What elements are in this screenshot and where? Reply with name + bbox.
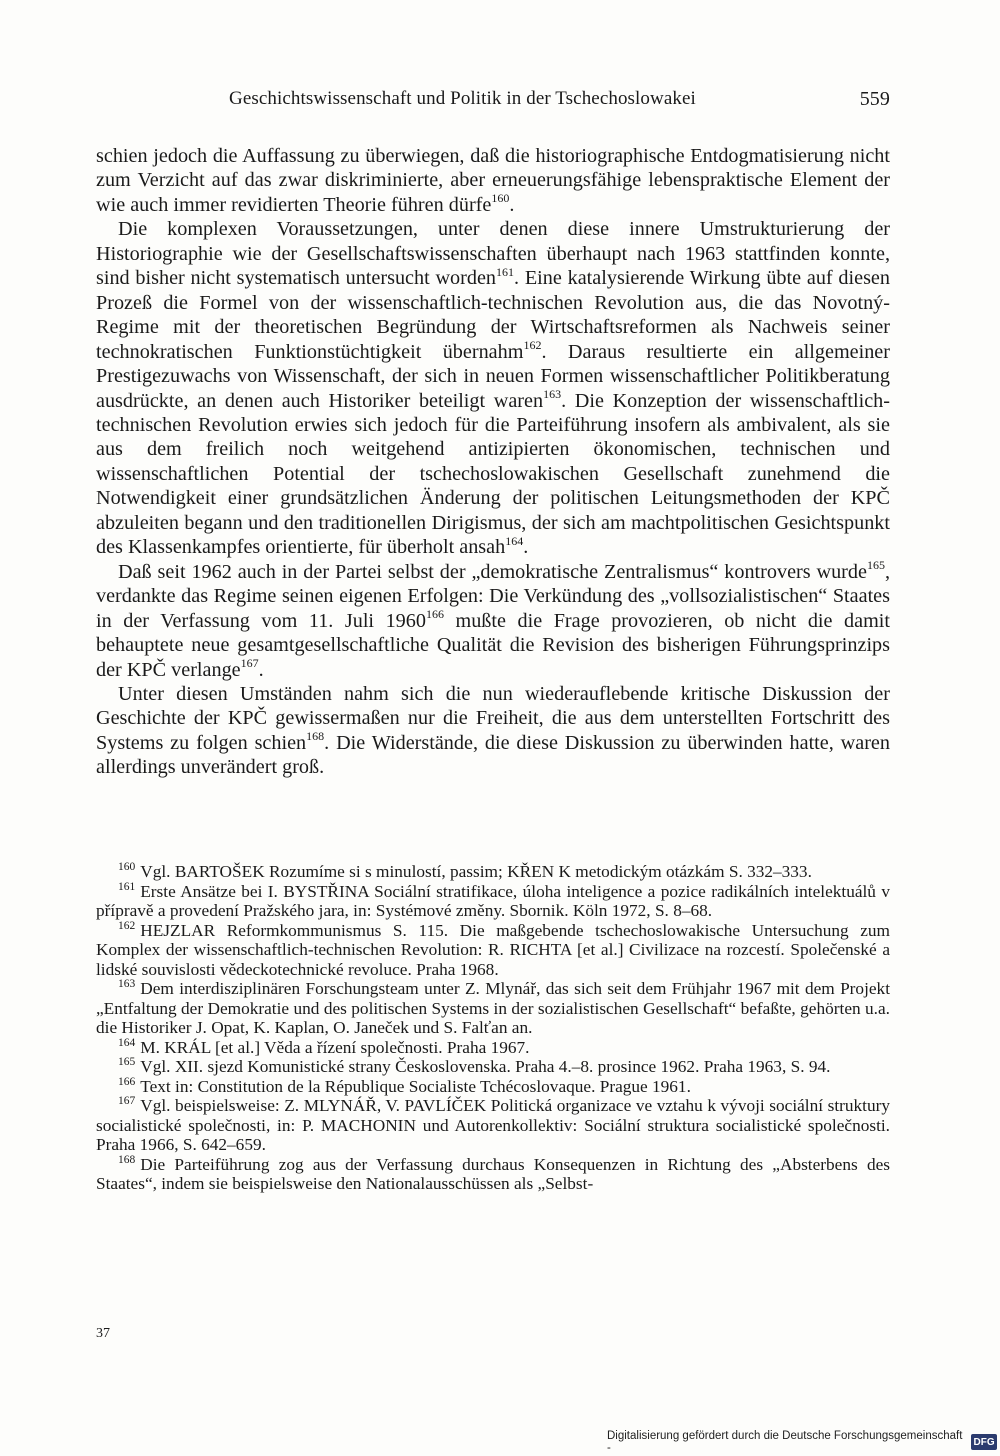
footnote-reference: 161 (496, 264, 515, 279)
paragraph-text: . Die Widerstände, die diese Diskussion zu überwinden hatte, waren allerdings unverändert groß. (96, 731, 890, 779)
paragraph-text: Die komplexen Voraussetzungen, unter denen diese innere Umstrukturierung der Historiographie wie der Gesellschaftswissenschaften überhaupt nach 1963 stattfinden konnte, sind bisher nicht systematisch untersucht worden (96, 218, 890, 290)
digitization-credit (607, 1432, 997, 1452)
footnote-text: M. KRÁL [et al.] Věda a řízení společnosti. Praha 1967. (140, 1037, 530, 1057)
footnote-number: 165 (118, 1056, 136, 1069)
footnote-text: Vgl. BARTOŠEK Rozumíme si s minulostí, passim; KŘEN K metodickým otázkám S. 332–333. (140, 862, 812, 881)
footnote-reference: 160 (491, 191, 510, 206)
footnote-text: Vgl. XII. sjezd Komunistické strany Československa. Praha 4.–8. prosince 1962. Praha 1963, S. 94. (140, 1057, 831, 1076)
footnote-reference: 164 (505, 533, 524, 548)
footnote-text: Text in: Constitution de la République Socialiste Tchécoslovaque. Prague 1961. (140, 1076, 691, 1096)
footnote (96, 1077, 890, 1097)
footnote (96, 921, 890, 980)
footnote-reference: 165 (866, 557, 885, 572)
footnote-reference: 162 (523, 337, 542, 352)
paragraph-text: schien jedoch die Auffassung zu überwiegen, daß die historiographische Entdogmatisierung nicht zum Verzicht auf das zwar diskriminierte, aber erneuerungsfähige lebenspraktische Element der wie auch immer revidierten Theorie führen dürfe (96, 145, 890, 216)
paragraph-text: Daß seit 1962 auch in der Partei selbst der „demokratische Zentralismus“ kontrovers wurde (118, 560, 867, 583)
footnote-reference: 167 (240, 655, 259, 670)
footnote (96, 1155, 890, 1194)
body-paragraph (96, 144, 890, 217)
footnote-text: Dem interdisziplinären Forschungsteam unter Z. Mlynář, das sich seit dem Frühjahr 1967 mit dem Projekt „Entfaltung der Demokratie und des politischen Systems in der sozialistischen Gesellschaft“ befaßte, gehörten u.a. die Historiker J. Opat, K. Kaplan, O. Janeček und S. Falťan an. (96, 979, 890, 1037)
paragraph-text: . Die Konzeption der wissenschaftlich-technischen Revolution erwies sich jedoch für die Parteiführung insofern als ambivalent, als sie aus dem freilich noch weitgehend antizipierten ökonomischen, technischen und wissenschaftlichen Potential der tschechoslowakischen Gesellschaft zunehmend die Notwendigkeit einer grundsätzlichen Änderung der politischen Leitungsmethoden der KPČ abzuleiten begann und den traditionellen Dirigismus, der sich am machtpolitischen Gesichtspunkt des Klassenkampfes orientierte, für überholt ansah (96, 389, 890, 559)
footnote-number: 162 (118, 919, 136, 932)
paragraph-text: mußte die Frage provozieren, ob nicht die damit behauptete neue gesamtgesellschaftliche Qualität die Revision des bisherigen Führungsprinzips der KPČ verlange (96, 609, 890, 681)
footnote-reference: 166 (425, 606, 444, 621)
footnote-number: 160 (118, 861, 136, 874)
running-title: Geschichtswissenschaft und Politik in der Tschechoslowakei (229, 88, 696, 109)
signature-mark: 37 (96, 1326, 110, 1341)
running-header (96, 88, 890, 114)
credit-text: Digitalisierung gefördert durch die Deutsche Forschungsgemeinschaft - (607, 1430, 963, 1454)
page-number: 559 (859, 88, 890, 110)
body-paragraph (96, 557, 890, 682)
footnote-text: HEJZLAR Reformkommunismus S. 115. Die maßgebende tschechoslowakische Untersuchung zum Komplex der wissenschaftlich-technischen Revolution: R. RICHTA [et al.] Civilizace na rozcestí. Společenské a lidské souvislosti vědeckotechnické revoluce. Praha 1968. (96, 920, 890, 979)
footnote-reference: 163 (543, 386, 562, 401)
footnote (96, 862, 890, 882)
footnote-number: 161 (118, 880, 136, 893)
paragraph-text: . Eine katalysierende Wirkung übte auf diesen Prozeß die Formel von der wissenschaftlich-technischen Revolution aus, die das Novotný-Regime mit der theoretischen Begründung der Wirtschaftsreformen als Nachweis seiner technokratischen Funktionstüchtigkeit übernahm (96, 267, 890, 363)
body-paragraph (96, 217, 890, 559)
paragraph-text: . (509, 193, 515, 216)
footnote-text: Erste Ansätze bei I. BYSTŘINA Sociální stratifikace, úloha inteligence a pozice radikálních intelektuálů v přípravě a provedení Pražského jara, in: Systémové změny. Sbornik. Köln 1972, S. 8–68. (96, 881, 890, 920)
paragraph-text: . Daraus resultierte ein allgemeiner Prestigezuwachs von Wissenschaft, der sich in neuen Formen wissenschaftlicher Politikberatung ausdrückte, an denen auch Historiker beteiligt waren (96, 340, 890, 412)
paragraph-text: , verdankte das Regime seinen eigenen Erfolgen: Die Verkündung des „vollsozialistischen“ Staates in der Verfassung vom 11. Juli 1960 (96, 560, 890, 632)
dfg-logo: DFG (971, 1434, 997, 1450)
paragraph-text: Unter diesen Umständen nahm sich die nun wiederauflebende kritische Diskussion der Geschichte der KPČ gewissermaßen nur die Freiheit, die aus dem unterstellten Fortschritt des Systems zu folgen schien (96, 682, 890, 754)
footnote-number: 166 (118, 1075, 136, 1088)
footnote (96, 1096, 890, 1155)
body-text (96, 144, 890, 780)
footnote-number: 164 (118, 1036, 136, 1049)
paragraph-text: . (258, 658, 264, 681)
footnote-text: Die Parteiführung zog aus der Verfassung durchaus Konsequenzen in Richtung des „Absterbens des Staates“, indem sie beispielsweise den Nationalausschüssen als „Selbst- (96, 1154, 890, 1193)
footnote-number: 163 (118, 978, 136, 991)
footnote-number: 168 (118, 1153, 136, 1166)
footnote (96, 1038, 890, 1058)
body-paragraph (96, 682, 890, 780)
footnote-text: Vgl. beispielsweise: Z. MLYNÁŘ, V. PAVLÍČEK Politická organizace ve vztahu k vývoji sociální struktury socialistické společnosti, in: P. MACHONIN und Autorenkollektiv: Sociální struktura socialistické společnosti. Praha 1966, S. 642–659. (96, 1096, 890, 1154)
paragraph-text: . (523, 536, 529, 559)
footnote-reference: 168 (306, 729, 325, 744)
footnote (96, 882, 890, 921)
footnote (96, 979, 890, 1038)
footnote-number: 167 (118, 1095, 136, 1108)
footnote (96, 1057, 890, 1077)
footnotes (96, 862, 890, 1194)
